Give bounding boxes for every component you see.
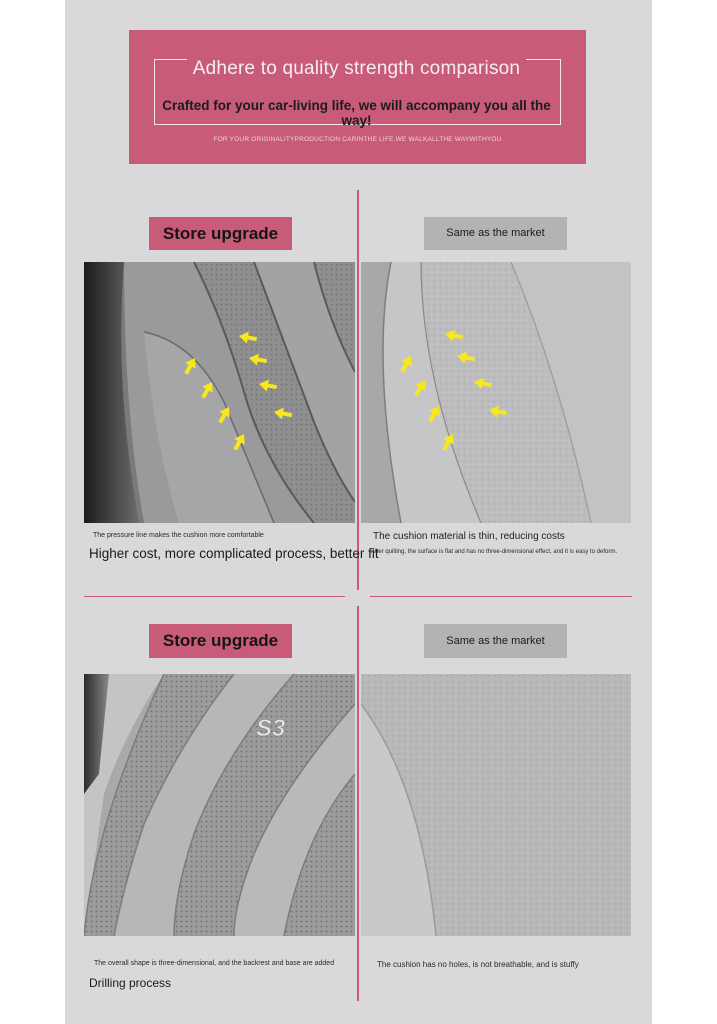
left-caption-small-2: The overall shape is three-dimensional, and the backrest and base are added — [94, 960, 335, 967]
seat-logo-text: S3 — [256, 715, 286, 742]
yellow-arrow-icon — [181, 355, 200, 377]
store-upgrade-badge: Store upgrade — [149, 217, 292, 250]
yellow-arrow-icon — [397, 353, 416, 375]
yellow-arrow-icon — [473, 376, 493, 391]
yellow-arrow-icon — [215, 404, 234, 426]
solid-leather-photo — [361, 674, 631, 936]
divider-horizontal-right — [370, 596, 632, 597]
divider-horizontal-left — [84, 596, 345, 597]
right-caption-small-2: The cushion has no holes, is not breathable, and is stuffy — [377, 960, 579, 969]
yellow-arrow-icon — [411, 377, 430, 399]
upgrade-seat-photo — [84, 262, 355, 523]
drilled-seat-photo — [84, 674, 355, 936]
header-small-text: FOR YOUR ORIGINALITYPRODUCTION CARINTHE LIFE,WE WALKALLTHE WAYWITHYOU — [213, 136, 502, 143]
left-caption-big-2: Drilling process — [89, 976, 172, 990]
yellow-arrow-icon — [258, 378, 278, 393]
right-caption-mid: The cushion material is thin, reducing costs — [373, 531, 565, 542]
same-as-market-badge-2: Same as the market — [424, 624, 567, 658]
yellow-arrow-icon — [248, 352, 268, 367]
right-caption-small: After quilting, the surface is flat and has no three-dimensional effect, and it is easy to deform. — [371, 549, 618, 555]
yellow-arrow-icon — [439, 431, 458, 453]
header-title: Adhere to quality strength comparison — [154, 58, 559, 80]
yellow-arrow-icon — [230, 431, 249, 453]
left-caption-big: Higher cost, more complicated process, better fit — [89, 546, 379, 561]
divider-vertical-top — [357, 190, 359, 590]
left-caption-small: The pressure line makes the cushion more comfortable — [93, 532, 264, 539]
header-subtitle: Crafted for your car-living life, we will accompany you all the way! — [162, 98, 551, 128]
yellow-arrow-icon — [444, 328, 464, 343]
store-upgrade-badge-2: Store upgrade — [149, 624, 292, 658]
yellow-arrow-icon — [238, 330, 258, 345]
yellow-arrow-icon — [198, 379, 217, 401]
yellow-arrow-icon — [425, 403, 444, 425]
same-as-market-badge: Same as the market — [424, 217, 567, 250]
yellow-arrow-icon — [456, 350, 476, 365]
divider-vertical-bottom — [357, 606, 359, 1001]
yellow-arrow-icon — [488, 404, 508, 419]
yellow-arrow-icon — [273, 406, 293, 421]
market-seat-photo — [361, 262, 631, 523]
